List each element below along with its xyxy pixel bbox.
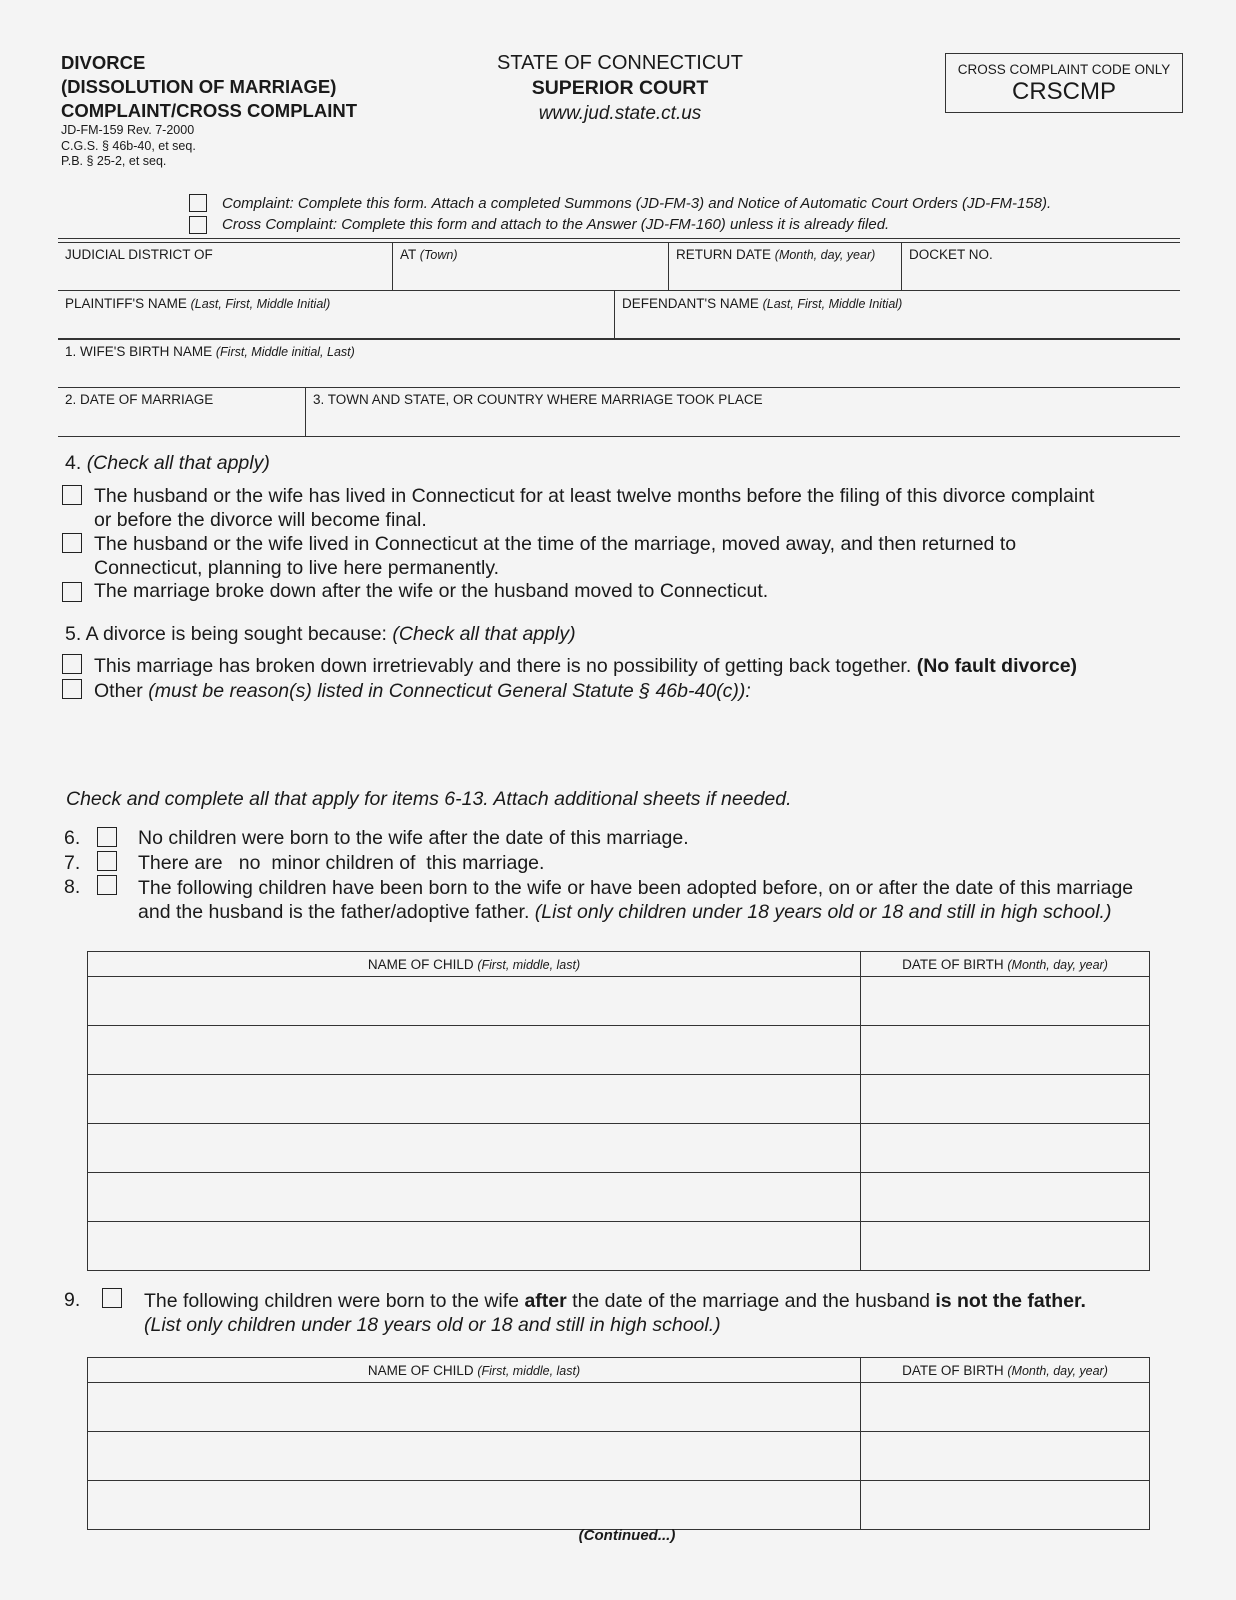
- item4-option1-text: The husband or the wife has lived in Connecticut for at least twelve months before the filing of this divorce complaint or before the divorce will become final.: [94, 485, 1095, 531]
- item7-checkbox[interactable]: [97, 851, 117, 871]
- plaintiff-name-field[interactable]: [62, 313, 610, 335]
- child-name-cell[interactable]: [88, 1026, 861, 1075]
- practice-book-ref: P.B. § 25-2, et seq.: [61, 154, 167, 168]
- table-row: [88, 1383, 1150, 1432]
- form-title: [61, 51, 357, 123]
- child-dob-cell[interactable]: [861, 1432, 1150, 1481]
- court-website: www.jud.state.ct.us: [538, 103, 702, 124]
- other-reason-checkbox[interactable]: [62, 679, 82, 699]
- title-line-2: (DISSOLUTION OF MARRIAGE): [61, 76, 337, 97]
- name-of-child-header: NAME OF CHILD (First, middle, last): [88, 952, 861, 977]
- child-name-cell[interactable]: [88, 1432, 861, 1481]
- date-of-birth-header: DATE OF BIRTH (Month, day, year): [861, 1358, 1150, 1383]
- child-dob-cell[interactable]: [861, 1173, 1150, 1222]
- divider: [305, 387, 306, 436]
- item5-heading: 5. A divorce is being sought because: (Check all that apply): [65, 623, 576, 645]
- table-header-row: [88, 1358, 1150, 1383]
- complaint-option-text: Complaint: Complete this form. Attach a completed Summons (JD-FM-3) and Notice of Automatic Court Orders (JD-FM-158).: [222, 195, 1052, 212]
- item4-option1-checkbox[interactable]: [62, 485, 82, 505]
- item7-text: There are no minor children of this marriage.: [138, 852, 545, 874]
- table-row: [88, 1222, 1150, 1271]
- child-name-cell[interactable]: [88, 977, 861, 1026]
- court-heading: [470, 51, 770, 126]
- other-reason-text: Other (must be reason(s) listed in Connecticut General Statute § 46b-40(c)):: [94, 680, 751, 702]
- divider: [901, 242, 902, 291]
- child-name-cell[interactable]: [88, 1481, 861, 1530]
- item6-number: 6.: [64, 827, 81, 849]
- docket-field[interactable]: [906, 264, 1176, 288]
- cross-complaint-code-box: [945, 53, 1183, 113]
- court-name: SUPERIOR COURT: [531, 77, 709, 99]
- child-name-cell[interactable]: [88, 1075, 861, 1124]
- table-row: [88, 1124, 1150, 1173]
- town-label: AT (Town): [400, 247, 458, 262]
- child-dob-cell[interactable]: [861, 1383, 1150, 1432]
- divider: [58, 242, 1180, 243]
- table-row: [88, 1481, 1150, 1530]
- defendant-name-label: DEFENDANT'S NAME (Last, First, Middle Initial): [622, 296, 903, 311]
- return-date-label: RETURN DATE (Month, day, year): [676, 247, 876, 262]
- child-dob-cell[interactable]: [861, 1481, 1150, 1530]
- docket-label: DOCKET NO.: [909, 247, 993, 262]
- name-of-child-header: NAME OF CHILD (First, middle, last): [88, 1358, 861, 1383]
- wife-birth-name-field[interactable]: [62, 361, 1176, 385]
- table-row: [88, 1173, 1150, 1222]
- item8-checkbox[interactable]: [97, 875, 117, 895]
- title-line-1: DIVORCE: [61, 52, 146, 73]
- divider: [58, 436, 1180, 437]
- child-dob-cell[interactable]: [861, 977, 1150, 1026]
- table-header-row: [88, 952, 1150, 977]
- divider: [392, 242, 393, 291]
- item9-checkbox[interactable]: [102, 1288, 122, 1308]
- divider: [58, 238, 1180, 239]
- statute-ref: C.G.S. § 46b-40, et seq.: [61, 138, 196, 153]
- cross-complaint-checkbox[interactable]: [189, 216, 207, 234]
- code-label: CROSS COMPLAINT CODE ONLY: [957, 62, 1171, 77]
- item6-checkbox[interactable]: [97, 827, 117, 847]
- no-fault-checkbox[interactable]: [62, 654, 82, 674]
- form-references: [61, 123, 196, 170]
- code-value: CRSCMP: [1011, 78, 1116, 105]
- divider: [58, 338, 1180, 340]
- child-dob-cell[interactable]: [861, 1026, 1150, 1075]
- item7-number: 7.: [64, 852, 81, 874]
- date-of-marriage-label: 2. DATE OF MARRIAGE: [65, 392, 214, 407]
- item8-number: 8.: [64, 876, 81, 898]
- other-reason-field[interactable]: [94, 708, 1174, 768]
- wife-birth-name-label: 1. WIFE'S BIRTH NAME (First, Middle initial, Last): [65, 344, 355, 359]
- return-date-field[interactable]: [673, 264, 897, 288]
- child-name-cell[interactable]: [88, 1383, 861, 1432]
- continued-footer: (Continued...): [578, 1527, 676, 1544]
- children-table-item9: [87, 1357, 1150, 1530]
- item4-option2-text: The husband or the wife lived in Connecticut at the time of the marriage, moved away, and then returned to Connecticut, planning to live here permanently.: [94, 533, 1017, 579]
- instructions-text: Check and complete all that apply for items 6-13. Attach additional sheets if needed.: [66, 788, 792, 810]
- table-row: [88, 1026, 1150, 1075]
- item4-option3-text: The marriage broke down after the wife or the husband moved to Connecticut.: [94, 580, 769, 602]
- place-of-marriage-label: 3. TOWN AND STATE, OR COUNTRY WHERE MARRIAGE TOOK PLACE: [313, 392, 763, 407]
- item4-option3-checkbox[interactable]: [62, 582, 82, 602]
- children-table-item8: [87, 951, 1150, 1271]
- date-of-marriage-field[interactable]: [62, 410, 300, 434]
- divider: [58, 387, 1180, 388]
- cross-complaint-option-text: Cross Complaint: Complete this form and attach to the Answer (JD-FM-160) unless it is already filed.: [222, 216, 890, 233]
- defendant-name-field[interactable]: [620, 313, 1176, 335]
- no-fault-text: This marriage has broken down irretrievably and there is no possibility of getting back together. (No fault divorce): [94, 655, 1078, 677]
- plaintiff-name-label: PLAINTIFF'S NAME (Last, First, Middle Initial): [65, 296, 331, 311]
- item6-text: No children were born to the wife after the date of this marriage.: [138, 827, 689, 849]
- date-of-birth-header: DATE OF BIRTH (Month, day, year): [861, 952, 1150, 977]
- item4-option2-checkbox[interactable]: [62, 533, 82, 553]
- judicial-district-label: JUDICIAL DISTRICT OF: [65, 247, 213, 262]
- child-dob-cell[interactable]: [861, 1075, 1150, 1124]
- town-field[interactable]: [397, 264, 663, 288]
- table-row: [88, 1432, 1150, 1481]
- child-name-cell[interactable]: [88, 1173, 861, 1222]
- title-line-3: COMPLAINT/CROSS COMPLAINT: [61, 100, 357, 121]
- child-name-cell[interactable]: [88, 1222, 861, 1271]
- state-name: STATE OF CONNECTICUT: [497, 52, 743, 74]
- item8-text: The following children have been born to the wife or have been adopted before, on or after the date of this marriage and the husband is the father/adoptive father. (List only children under 18 years old or 18 and still in high school.): [138, 877, 1134, 923]
- item9-text: The following children were born to the wife after the date of the marriage and the husband is not the father. (List only children under 18 years old or 18 and still in high school.): [144, 1290, 1086, 1336]
- item9-number: 9.: [64, 1289, 81, 1311]
- complaint-checkbox[interactable]: [189, 194, 207, 212]
- place-of-marriage-field[interactable]: [310, 410, 1176, 434]
- divider: [614, 290, 615, 338]
- table-row: [88, 1075, 1150, 1124]
- divider: [58, 290, 1180, 291]
- form-id: JD-FM-159 Rev. 7-2000: [61, 123, 195, 137]
- table-row: [88, 977, 1150, 1026]
- child-dob-cell[interactable]: [861, 1124, 1150, 1173]
- child-dob-cell[interactable]: [861, 1222, 1150, 1271]
- divider: [668, 242, 669, 291]
- judicial-district-field[interactable]: [62, 264, 388, 288]
- child-name-cell[interactable]: [88, 1124, 861, 1173]
- item4-heading: 4. (Check all that apply): [65, 452, 270, 474]
